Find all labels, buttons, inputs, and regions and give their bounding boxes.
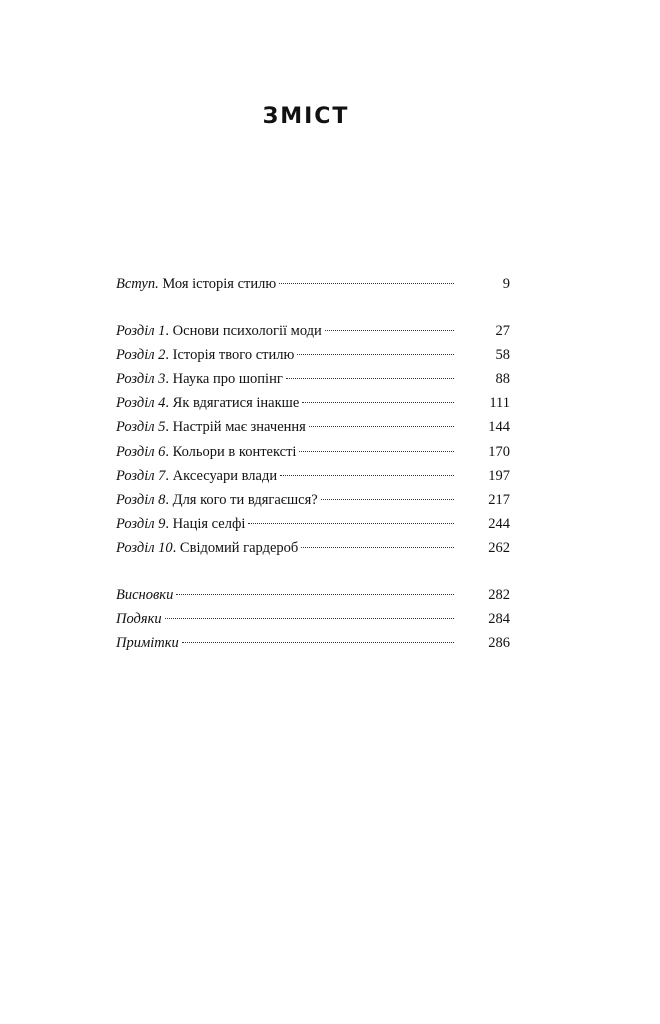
- toc-entry-separator: .: [165, 395, 173, 412]
- toc-entry-title: Для кого ти вдягаєшся?: [172, 491, 318, 508]
- dot-leader: [299, 451, 454, 452]
- toc-entry-title: Кольори в контексті: [172, 443, 297, 460]
- toc-entry-prefix: Розділ 6: [116, 443, 166, 460]
- toc-entry-label: [116, 512, 245, 536]
- toc-back-matter-group: [116, 583, 510, 655]
- toc-entry-separator: .: [165, 443, 173, 460]
- toc-chapters-group: [116, 319, 510, 560]
- toc-entry-title: Свідомий гардероб: [179, 539, 299, 556]
- toc-entry-prefix: Вступ.: [116, 276, 159, 292]
- toc-entry[interactable]: [116, 415, 510, 439]
- toc-entry-title: Наука про шопінг: [172, 371, 283, 388]
- dot-leader: [280, 475, 454, 476]
- toc-entry-page-number: 282: [488, 587, 510, 604]
- dot-leader: [297, 354, 454, 355]
- toc-entry-label: [116, 536, 298, 560]
- toc-entry-page-number: 27: [495, 323, 510, 340]
- dot-leader: [309, 426, 454, 427]
- toc-entry-label: [116, 319, 322, 343]
- toc-entry[interactable]: [116, 607, 510, 631]
- toc-entry-page-number: 244: [488, 515, 510, 532]
- toc-entry-separator: .: [165, 347, 173, 364]
- toc-entry[interactable]: [116, 631, 510, 655]
- toc-entry-separator: .: [172, 539, 180, 556]
- toc-entry[interactable]: [116, 536, 510, 560]
- dot-leader: [321, 499, 454, 500]
- toc-entry-page-number: 144: [488, 419, 510, 436]
- toc-entry-prefix: Розділ 2: [116, 347, 166, 364]
- toc-entry-prefix: Розділ 9: [116, 515, 166, 532]
- toc-entry-prefix: Розділ 1: [116, 323, 166, 340]
- toc-entry-separator: .: [165, 515, 173, 532]
- toc-entry[interactable]: [116, 464, 510, 488]
- toc-intro-group: [116, 272, 510, 296]
- toc-entry-label: [116, 631, 179, 655]
- toc-entry-page-number: 9: [502, 276, 510, 292]
- toc-entry-separator: .: [165, 323, 173, 340]
- toc-entry[interactable]: [116, 512, 510, 536]
- toc-entry-separator: .: [165, 467, 173, 484]
- toc-entry-page-number: 286: [488, 635, 510, 652]
- toc-entry-prefix: Примітки: [116, 635, 179, 652]
- toc-entry-prefix: Розділ 5: [116, 419, 166, 436]
- toc-entry[interactable]: [116, 391, 510, 415]
- toc-entry-label: [116, 488, 318, 512]
- toc-entry-prefix: Розділ 4: [116, 395, 166, 412]
- toc-entry-prefix: Розділ 3: [116, 371, 166, 388]
- toc-entry-label: [116, 343, 294, 367]
- toc-entry-page-number: 88: [495, 371, 510, 388]
- toc-entry-prefix: Подяки: [116, 611, 162, 628]
- toc-entry-label: [116, 464, 277, 488]
- toc-entry-page-number: 197: [488, 467, 510, 484]
- toc-entry-page-number: 284: [488, 611, 510, 628]
- toc-entry-prefix: Висновки: [116, 587, 174, 604]
- toc-entry[interactable]: [116, 343, 510, 367]
- toc-entry-title: Моя історія стилю: [162, 276, 277, 292]
- toc-entry-label: [116, 440, 296, 464]
- toc-entry-label: [116, 391, 299, 415]
- toc-entry-title: Аксесуари влади: [172, 467, 278, 484]
- toc-entry-label: [116, 583, 173, 607]
- toc-entry-page-number: 217: [488, 491, 510, 508]
- toc-entry-prefix: Розділ 7: [116, 467, 166, 484]
- toc-entry[interactable]: [116, 367, 510, 391]
- toc-entry-title: Основи психології моди: [172, 323, 322, 340]
- toc-entry-title: Історія твого стилю: [172, 347, 295, 364]
- dot-leader: [302, 402, 454, 403]
- toc-entry-prefix: Розділ 8: [116, 491, 166, 508]
- toc-entry[interactable]: [116, 319, 510, 343]
- toc-entry-title: Настрій має значення: [172, 419, 306, 436]
- dot-leader: [176, 594, 454, 595]
- toc-entry[interactable]: [116, 440, 510, 464]
- dot-leader: [286, 378, 454, 379]
- toc-entry-page-number: 262: [488, 539, 510, 556]
- toc-entry[interactable]: [116, 583, 510, 607]
- dot-leader: [325, 330, 454, 331]
- toc-entry-page-number: 111: [489, 395, 510, 412]
- toc-entry-separator: .: [165, 419, 173, 436]
- table-of-contents: [116, 272, 510, 655]
- toc-entry-label: [116, 415, 306, 439]
- toc-entry-page-number: 170: [488, 443, 510, 460]
- toc-entry-page-number: 58: [495, 347, 510, 364]
- dot-leader: [301, 547, 454, 548]
- toc-entry[interactable]: [116, 272, 510, 296]
- toc-entry-label: [116, 367, 283, 391]
- toc-entry-title: Як вдягатися інакше: [172, 395, 300, 412]
- toc-entry-prefix: Розділ 10: [116, 539, 173, 556]
- toc-entry-label: [116, 272, 276, 296]
- toc-entry-separator: .: [165, 491, 173, 508]
- toc-entry-title: Нація селфі: [172, 515, 246, 532]
- dot-leader: [248, 523, 454, 524]
- dot-leader: [279, 283, 454, 284]
- page-title: ЗМІСТ: [262, 104, 350, 129]
- toc-entry-separator: .: [165, 371, 173, 388]
- toc-entry-label: [116, 607, 162, 631]
- dot-leader: [182, 642, 454, 643]
- dot-leader: [165, 618, 454, 619]
- toc-entry[interactable]: [116, 488, 510, 512]
